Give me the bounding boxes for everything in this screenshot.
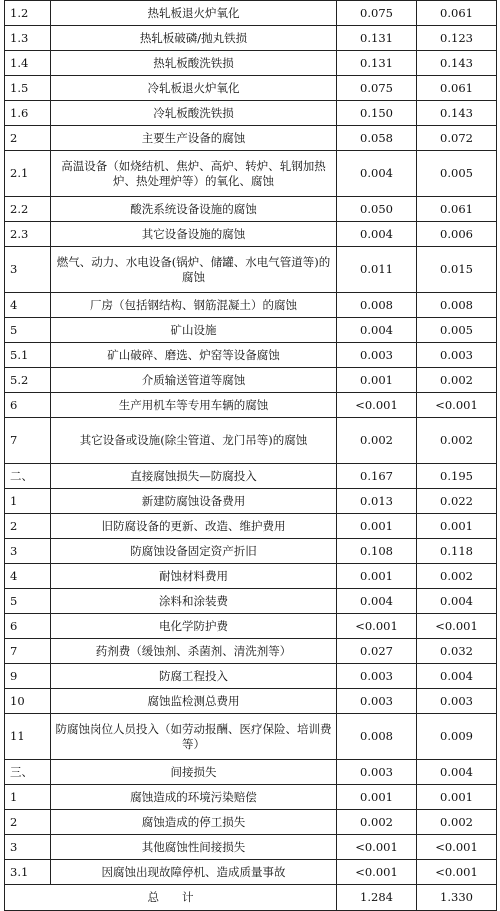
table-row	[5, 318, 497, 343]
item-name-cell: 腐蚀造成的停工损失	[51, 810, 337, 835]
value-2-cell: 0.143	[417, 101, 497, 126]
table-row	[5, 835, 497, 860]
item-name-cell: 热轧板酸洗铁损	[51, 51, 337, 76]
row-number-cell: 3	[5, 835, 51, 860]
table-row	[5, 126, 497, 151]
value-1-cell: 0.001	[337, 368, 417, 393]
item-name-cell: 热轧板退火炉氧化	[51, 1, 337, 26]
cost-table-container	[4, 0, 496, 911]
table-row	[5, 151, 497, 197]
table-row	[5, 689, 497, 714]
table-row	[5, 810, 497, 835]
table-row	[5, 860, 497, 885]
table-body	[5, 1, 497, 911]
table-row	[5, 614, 497, 639]
table-row	[5, 589, 497, 614]
value-2-cell: 0.001	[417, 514, 497, 539]
row-number-cell: 7	[5, 639, 51, 664]
item-name-cell: 其他腐蚀性间接损失	[51, 835, 337, 860]
table-row	[5, 418, 497, 464]
item-name-cell: 防腐蚀岗位人员投入（如劳动报酬、医疗保险、培训费等）	[51, 714, 337, 760]
item-name-cell: 生产用机车等专用车辆的腐蚀	[51, 393, 337, 418]
row-number-cell: 11	[5, 714, 51, 760]
value-1-cell: 0.004	[337, 151, 417, 197]
item-name-cell: 因腐蚀出现故障停机、造成质量事故	[51, 860, 337, 885]
value-1-cell: 0.004	[337, 318, 417, 343]
value-1-cell: 0.108	[337, 539, 417, 564]
table-row	[5, 785, 497, 810]
value-2-cell: 0.002	[417, 418, 497, 464]
value-2-cell: 0.002	[417, 564, 497, 589]
row-number-cell: 5.1	[5, 343, 51, 368]
item-name-cell: 酸洗系统设备设施的腐蚀	[51, 197, 337, 222]
item-name-cell: 直接腐蚀损失—防腐投入	[51, 464, 337, 489]
row-number-cell: 2	[5, 126, 51, 151]
item-name-cell: 矿山设施	[51, 318, 337, 343]
item-name-cell: 新建防腐蚀设备费用	[51, 489, 337, 514]
item-name-cell: 厂房（包括钢结构、钢筋混凝土）的腐蚀	[51, 293, 337, 318]
table-row	[5, 222, 497, 247]
item-name-cell: 药剂费（缓蚀剂、杀菌剂、清洗剂等）	[51, 639, 337, 664]
value-2-cell: 0.002	[417, 810, 497, 835]
total-v2-cell: 1.330	[417, 885, 497, 911]
item-name-cell: 高温设备（如烧结机、焦炉、高炉、转炉、轧钢加热炉、热处理炉等）的氧化、腐蚀	[51, 151, 337, 197]
value-1-cell: 0.050	[337, 197, 417, 222]
value-1-cell: 0.001	[337, 785, 417, 810]
value-1-cell: 0.011	[337, 247, 417, 293]
value-2-cell: <0.001	[417, 835, 497, 860]
table-row	[5, 76, 497, 101]
row-number-cell: 5	[5, 589, 51, 614]
row-number-cell: 1.3	[5, 26, 51, 51]
row-number-cell: 5.2	[5, 368, 51, 393]
value-1-cell: <0.001	[337, 614, 417, 639]
table-row	[5, 1, 497, 26]
value-2-cell: 0.072	[417, 126, 497, 151]
value-1-cell: <0.001	[337, 860, 417, 885]
table-row	[5, 760, 497, 785]
value-1-cell: 0.008	[337, 293, 417, 318]
table-row	[5, 539, 497, 564]
table-row	[5, 664, 497, 689]
table-row	[5, 293, 497, 318]
table-row	[5, 368, 497, 393]
row-number-cell: 二、	[5, 464, 51, 489]
item-name-cell: 矿山破碎、磨选、炉窑等设备腐蚀	[51, 343, 337, 368]
row-number-cell: 6	[5, 393, 51, 418]
value-1-cell: 0.150	[337, 101, 417, 126]
row-number-cell: 1	[5, 489, 51, 514]
row-number-cell: 4	[5, 293, 51, 318]
value-2-cell: 0.061	[417, 197, 497, 222]
value-1-cell: 0.002	[337, 418, 417, 464]
value-1-cell: <0.001	[337, 835, 417, 860]
value-2-cell: 0.002	[417, 368, 497, 393]
item-name-cell: 燃气、动力、水电设备(锅炉、储罐、水电气管道等)的腐蚀	[51, 247, 337, 293]
row-number-cell: 3	[5, 247, 51, 293]
value-1-cell: 0.003	[337, 760, 417, 785]
row-number-cell: 6	[5, 614, 51, 639]
total-row	[5, 885, 497, 911]
table-row	[5, 514, 497, 539]
row-number-cell: 2.1	[5, 151, 51, 197]
value-1-cell: 0.004	[337, 222, 417, 247]
item-name-cell: 间接损失	[51, 760, 337, 785]
table-row	[5, 714, 497, 760]
value-1-cell: 0.003	[337, 343, 417, 368]
value-1-cell: 0.003	[337, 689, 417, 714]
item-name-cell: 电化学防护费	[51, 614, 337, 639]
item-name-cell: 腐蚀监检测总费用	[51, 689, 337, 714]
row-number-cell: 7	[5, 418, 51, 464]
value-2-cell: 0.118	[417, 539, 497, 564]
table-row	[5, 101, 497, 126]
value-1-cell: 0.001	[337, 514, 417, 539]
value-2-cell: 0.061	[417, 76, 497, 101]
total-v1-cell: 1.284	[337, 885, 417, 911]
table-row	[5, 564, 497, 589]
row-number-cell: 9	[5, 664, 51, 689]
item-name-cell: 其它设备或设施(除尘管道、龙门吊等)的腐蚀	[51, 418, 337, 464]
value-2-cell: <0.001	[417, 860, 497, 885]
item-name-cell: 其它设备设施的腐蚀	[51, 222, 337, 247]
value-2-cell: <0.001	[417, 393, 497, 418]
value-2-cell: 0.008	[417, 293, 497, 318]
value-1-cell: 0.003	[337, 664, 417, 689]
item-name-cell: 防腐工程投入	[51, 664, 337, 689]
value-1-cell: 0.027	[337, 639, 417, 664]
item-name-cell: 冷轧板酸洗铁损	[51, 101, 337, 126]
row-number-cell: 1.6	[5, 101, 51, 126]
value-1-cell: 0.004	[337, 589, 417, 614]
value-2-cell: 0.001	[417, 785, 497, 810]
table-row	[5, 197, 497, 222]
total-label-cell: 总 计	[5, 885, 337, 911]
row-number-cell: 2	[5, 810, 51, 835]
item-name-cell: 耐蚀材料费用	[51, 564, 337, 589]
value-2-cell: 0.061	[417, 1, 497, 26]
value-2-cell: 0.006	[417, 222, 497, 247]
item-name-cell: 涂料和涂装费	[51, 589, 337, 614]
row-number-cell: 2.3	[5, 222, 51, 247]
item-name-cell: 腐蚀造成的环境污染赔偿	[51, 785, 337, 810]
value-2-cell: 0.005	[417, 318, 497, 343]
value-1-cell: 0.075	[337, 1, 417, 26]
table-row	[5, 639, 497, 664]
value-2-cell: 0.003	[417, 343, 497, 368]
value-2-cell: 0.005	[417, 151, 497, 197]
item-name-cell: 介质输送管道等腐蚀	[51, 368, 337, 393]
value-2-cell: 0.004	[417, 760, 497, 785]
item-name-cell: 主要生产设备的腐蚀	[51, 126, 337, 151]
row-number-cell: 10	[5, 689, 51, 714]
value-2-cell: 0.004	[417, 589, 497, 614]
value-1-cell: <0.001	[337, 393, 417, 418]
corrosion-cost-table	[4, 0, 497, 911]
value-1-cell: 0.131	[337, 26, 417, 51]
table-row	[5, 464, 497, 489]
value-1-cell: 0.058	[337, 126, 417, 151]
table-row	[5, 26, 497, 51]
item-name-cell: 冷轧板退火炉氧化	[51, 76, 337, 101]
row-number-cell: 5	[5, 318, 51, 343]
value-1-cell: 0.131	[337, 51, 417, 76]
item-name-cell: 防腐蚀设备固定资产折旧	[51, 539, 337, 564]
table-row	[5, 489, 497, 514]
row-number-cell: 2	[5, 514, 51, 539]
value-2-cell: 0.015	[417, 247, 497, 293]
value-1-cell: 0.167	[337, 464, 417, 489]
row-number-cell: 1.2	[5, 1, 51, 26]
value-2-cell: 0.009	[417, 714, 497, 760]
value-2-cell: 0.003	[417, 689, 497, 714]
table-row	[5, 393, 497, 418]
value-1-cell: 0.013	[337, 489, 417, 514]
value-2-cell: 0.032	[417, 639, 497, 664]
row-number-cell: 2.2	[5, 197, 51, 222]
value-2-cell: 0.123	[417, 26, 497, 51]
row-number-cell: 3	[5, 539, 51, 564]
row-number-cell: 三、	[5, 760, 51, 785]
value-2-cell: 0.004	[417, 664, 497, 689]
row-number-cell: 3.1	[5, 860, 51, 885]
value-1-cell: 0.008	[337, 714, 417, 760]
value-2-cell: <0.001	[417, 614, 497, 639]
value-1-cell: 0.002	[337, 810, 417, 835]
value-2-cell: 0.195	[417, 464, 497, 489]
item-name-cell: 旧防腐设备的更新、改造、维护费用	[51, 514, 337, 539]
value-1-cell: 0.001	[337, 564, 417, 589]
table-row	[5, 247, 497, 293]
row-number-cell: 1.5	[5, 76, 51, 101]
item-name-cell: 热轧板破磷/抛丸铁损	[51, 26, 337, 51]
row-number-cell: 1	[5, 785, 51, 810]
value-2-cell: 0.022	[417, 489, 497, 514]
row-number-cell: 4	[5, 564, 51, 589]
value-2-cell: 0.143	[417, 51, 497, 76]
row-number-cell: 1.4	[5, 51, 51, 76]
value-1-cell: 0.075	[337, 76, 417, 101]
table-row	[5, 51, 497, 76]
table-row	[5, 343, 497, 368]
